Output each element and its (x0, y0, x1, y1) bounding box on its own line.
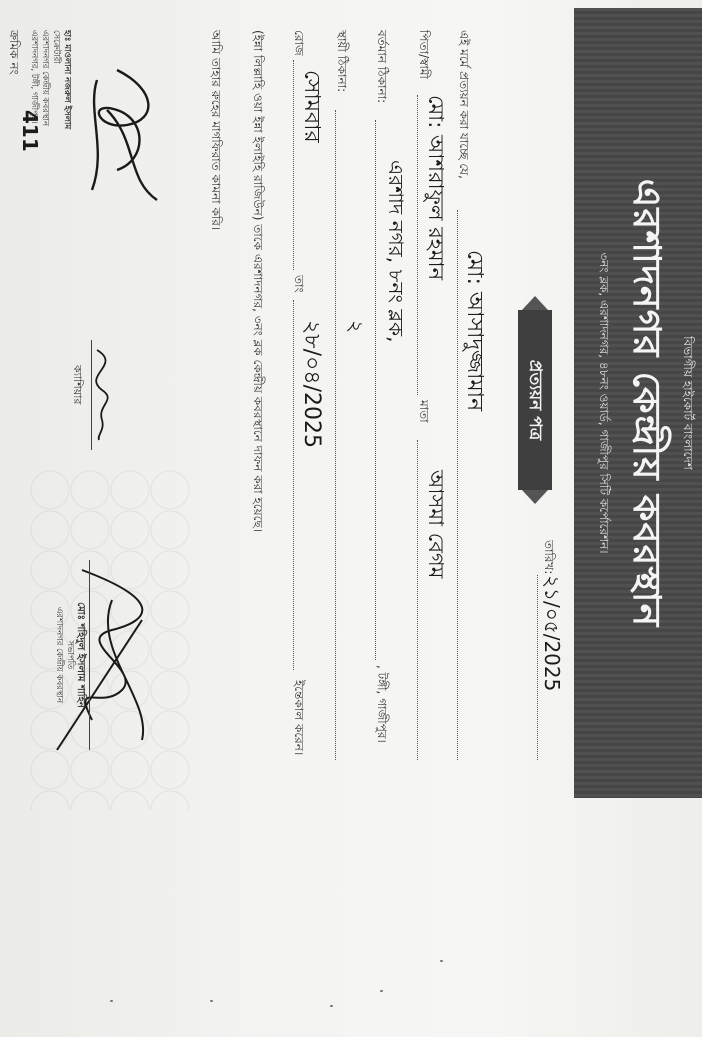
secretary-signature (67, 50, 177, 210)
present-address-value: এরশাদ নগর, ৮নং ব্লক, (384, 160, 408, 343)
attest-label: এই মর্মে প্রত্যয়ন করা যাচ্ছে যে, (457, 30, 471, 179)
speck (330, 1005, 333, 1007)
president-title: সভাপতি (65, 640, 75, 670)
burial-text: (ইন্না লিল্লাহি ওয়া ইন্না ইলাইহি রাজিউন) তাকে এরশাদনগর, ৩নং ব্লক কেন্দ্রীয় কবরস্থানে দাফন করা হয়েছে। (251, 30, 265, 533)
present-address-suffix: , টঙ্গী, গাজীপুর। (375, 665, 389, 743)
secretary-org: এরশাদনগর কেন্দ্রীয় কবরস্থান (40, 30, 50, 127)
father-label: পিতা/স্বামী (417, 30, 431, 79)
speck (380, 990, 383, 992)
header-title: এরশাদনগর কেন্দ্রীয় কবরস্থান (625, 178, 670, 628)
day-value: সোমবার (299, 70, 324, 143)
mother-label: মাতা (417, 400, 431, 423)
prayer-text: আমি তাহার রুহের মাগফিরাত কামনা করি। (209, 30, 223, 231)
father-dots (417, 95, 418, 395)
present-address-label: বর্তমান ঠিকানা: (375, 30, 389, 104)
certificate-ribbon-title: প্রত্যয়ন পত্র (518, 310, 552, 490)
date-value: ২১/০৫/2025 (540, 575, 564, 692)
secretary-name: হাঃ মাওলানা নজরুল ইসলাম (62, 30, 72, 130)
certificate-header (574, 8, 702, 798)
date-label: তারিখ: (542, 540, 556, 575)
secretary-title: সেক্রেটারী (51, 30, 61, 64)
header-address: ৩নং ব্লক, এরশাদনগর, ৪৮নং ওয়ার্ড, গাজীপুর সিটি কর্পোরেশন। (597, 252, 611, 554)
serial-value: 411 (18, 110, 42, 152)
permanent-address-value: ২ (344, 320, 368, 334)
speck (440, 960, 443, 962)
speck (110, 1000, 113, 1002)
day-label: রোজ (292, 30, 306, 56)
cashier-signature-line (91, 340, 92, 450)
father-name: মো: আশরাফুল রহমান (424, 95, 448, 281)
secretary-place: এরশাদনগর, টঙ্গী, গাজীপুর। (29, 30, 39, 124)
date-dotted-line (537, 575, 538, 760)
president-org: এরশাদনগর কেন্দ্রীয় কবরস্থান (54, 606, 64, 704)
mother-dots (417, 440, 418, 760)
permanent-address-dots (335, 110, 336, 760)
president-name: মোঃ শহিদুল ইসলাম শাহিন (75, 602, 86, 708)
cashier-label: ক্যাশিয়ার (71, 365, 84, 405)
death-date-label: তাং (292, 275, 306, 293)
speck (210, 1000, 213, 1002)
mother-name: আসমা বেগম (424, 470, 448, 579)
line1-dots (457, 210, 458, 760)
present-address-dots (375, 120, 376, 660)
president-signature-line (89, 560, 90, 750)
president-stamp (53, 560, 86, 750)
death-date-dots (293, 300, 294, 670)
day-dots (293, 60, 294, 270)
death-date-value: ২৮/০৪/2025 (299, 320, 324, 448)
secretary-stamp (28, 30, 72, 210)
permanent-address-label: স্থায়ী ঠিকানা: (335, 30, 349, 93)
death-text: ইন্তেকাল করেন। (292, 680, 306, 756)
header-subtitle: বিভাগীয় হাইকোর্ট বাংলাদেশ (681, 336, 695, 470)
deceased-name: মো: আসাদুজ্জামান (462, 250, 487, 412)
serial-label: ক্রমিক নং (7, 30, 21, 75)
